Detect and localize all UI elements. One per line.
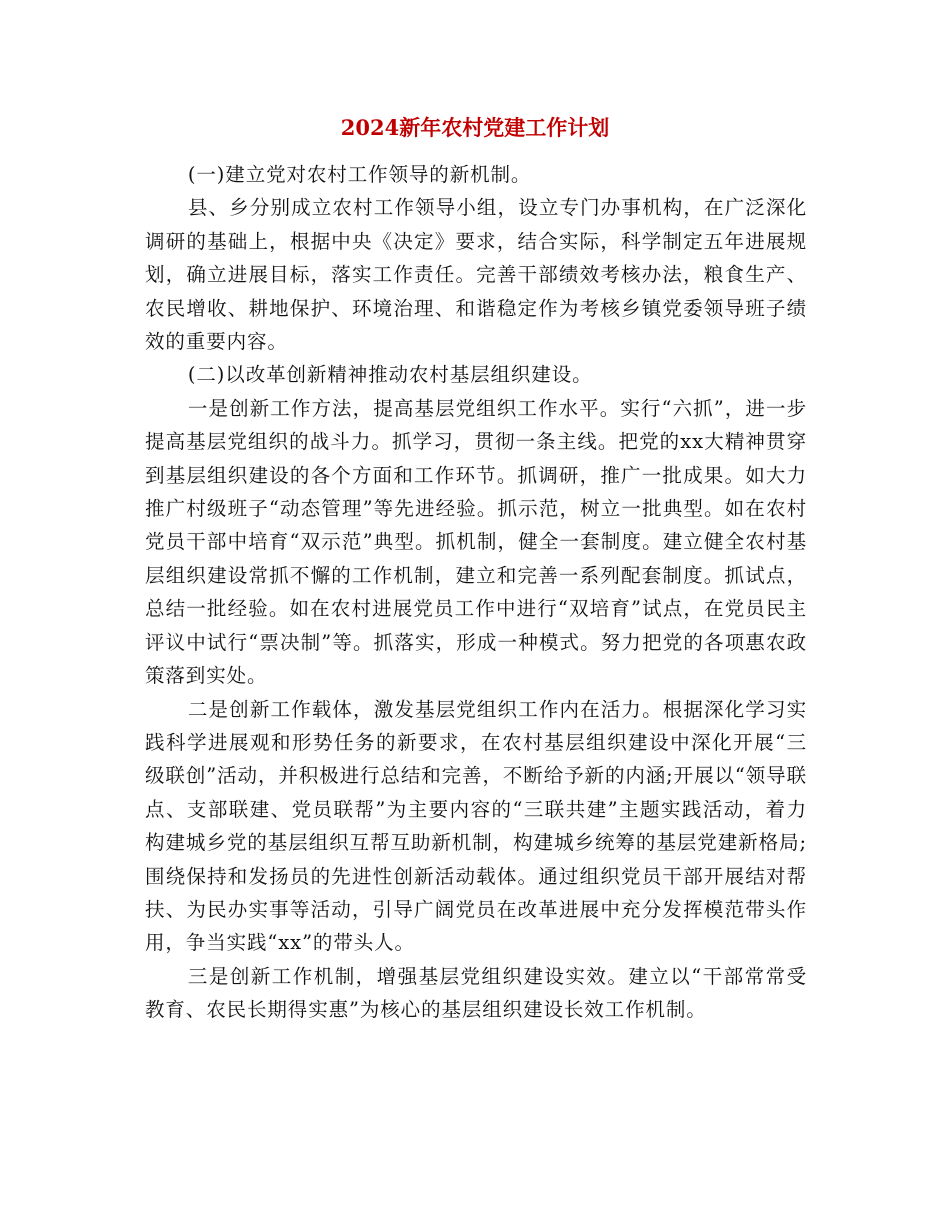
paragraph-leadership-mechanism: 县、乡分别成立农村工作领导小组，设立专门办事机构，在广泛深化调研的基础上，根据中央《决定》要求，结合实际，科学制定五年进展规划，确立进展目标，落实工作责任。完善干部绩效考核办法，粮食生产、农民增收、耕地保护、环境治理、和谐稳定作为考核乡镇党委领导班子绩效的重要内容。 bbox=[145, 196, 807, 354]
paragraph-work-mechanism: 三是创新工作机制，增强基层党组织建设实效。建立以“干部常常受教育、农民长期得实惠”为核心的基层组织建设长效工作机制。 bbox=[145, 964, 807, 1022]
paragraph-work-methods: 一是创新工作方法，提高基层党组织工作水平。实行“六抓”，进一步提高基层党组织的战斗力。抓学习，贯彻一条主线。把党的xx大精神贯穿到基层组织建设的各个方面和工作环节。抓调研，推广一批成果。如大力推广村级班子“动态管理”等先进经验。抓示范，树立一批典型。如在农村党员干部中培育“双示范”典型。抓机制，健全一套制度。建立健全农村基层组织建设常抓不懈的工作机制，建立和完善一系列配套制度。抓试点，总结一批经验。如在农村进展党员工作中进行“双培育”试点，在党员民主评议中试行“票决制”等。抓落实，形成一种模式。努力把党的各项惠农政策落到实处。 bbox=[145, 396, 807, 688]
paragraph-section-one-heading: (一)建立党对农村工作领导的新机制。 bbox=[187, 163, 532, 186]
document-body bbox=[145, 158, 807, 1027]
paragraph-section-two-heading: (二)以改革创新精神推动农村基层组织建设。 bbox=[187, 363, 593, 387]
paragraph-work-carriers: 二是创新工作载体，激发基层党组织工作内在活力。根据深化学习实践科学进展观和形势任务的新要求，在农村基层组织建设中深化开展“三级联创”活动，并积极进行总结和完善，不断给予新的内涵;开展以“领导联点、支部联建、党员联帮”为主要内容的“三联共建”主题实践活动，着力构建城乡党的基层组织互帮互助新机制，构建城乡统筹的基层党建新格局;围绕保持和发扬员的先进性创新活动载体。通过组织党员干部开展结对帮扶、为民办实事等活动，引导广阔党员在改革进展中充分发挥模范带头作用，争当实践“xx”的带头人。 bbox=[145, 697, 807, 955]
document-title: 2024新年农村党建工作计划 bbox=[340, 115, 610, 140]
